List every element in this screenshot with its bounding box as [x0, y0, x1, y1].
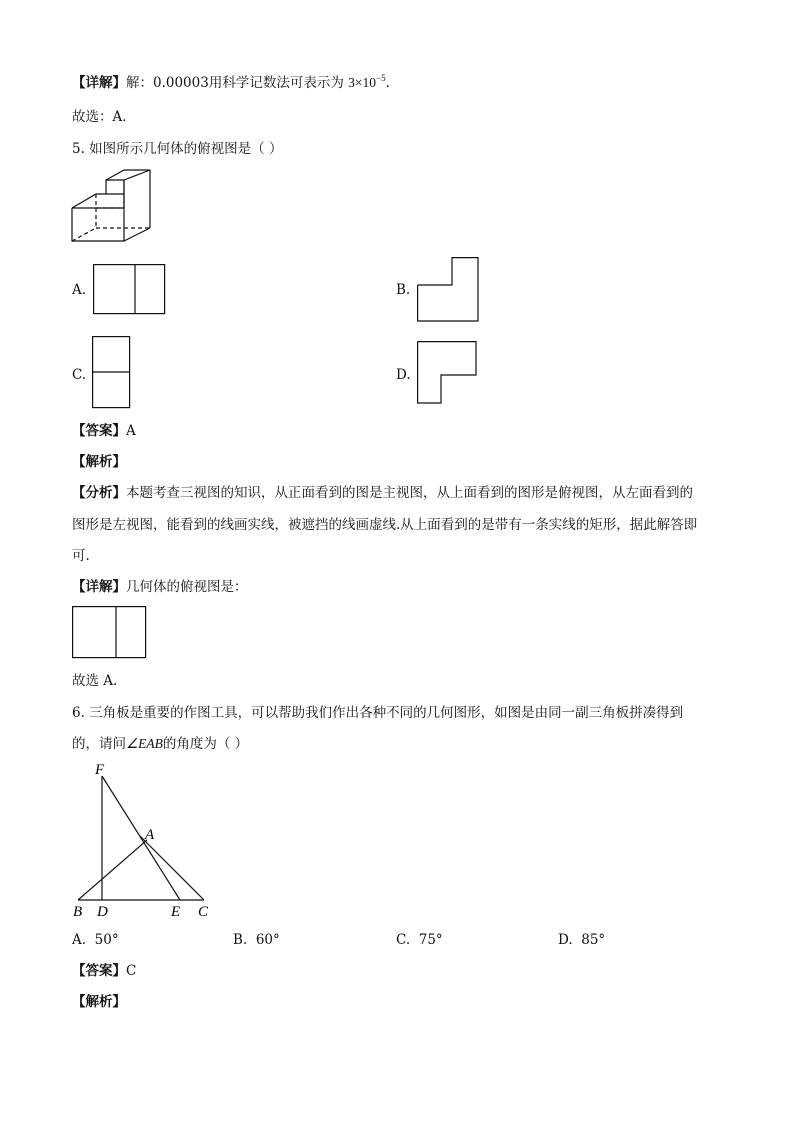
detail-tag: 【详解】	[72, 75, 126, 91]
point-d-label: D	[97, 904, 108, 920]
q5-analysis-tag: 【解析】	[72, 454, 126, 470]
q6-analysis-tag: 【解析】	[72, 994, 126, 1010]
q5-option-b-key: B.	[396, 282, 411, 298]
q5-option-d-shape	[417, 341, 479, 405]
q5-choose: 故选 A.	[72, 673, 118, 689]
point-f-label: F	[95, 762, 105, 778]
detail-text: 解：0.00003用科学记数法可表示为	[126, 75, 344, 91]
point-a-label: A	[145, 827, 155, 843]
q5-detail: 【详解】几何体的俯视图是：	[72, 579, 248, 595]
q6-option-c: C. 75°	[396, 932, 443, 948]
q5-stem: 5. 如图所示几何体的俯视图是（ ）	[72, 141, 283, 157]
q6-option-b: B. 60°	[233, 932, 280, 948]
q4-choose: 故选：A．	[72, 109, 136, 125]
q5-fenxi-line2: 图形是左视图，能看到的线画实线，被遮挡的线画虚线.从上面看到的是带有一条实线的矩形，据此解答即	[72, 517, 698, 533]
q5-option-d-key: D.	[396, 367, 411, 383]
q5-answer: 【答案】A	[72, 423, 136, 439]
q6-stem-line1: 6. 三角板是重要的作图工具，可以帮助我们作出各种不同的几何图形，如图是由同一副三角板拼凑得到	[72, 705, 684, 721]
q5-option-c-shape	[92, 336, 132, 410]
q6-option-d: D. 85°	[558, 932, 606, 948]
q5-answer-figure	[72, 606, 148, 660]
q5-option-a-key: A.	[72, 282, 87, 298]
q6-stem-line2: 的，请问∠EAB的角度为（ ）	[72, 736, 249, 752]
point-b-label: B	[73, 904, 83, 920]
point-c-label: C	[198, 904, 209, 920]
q5-fenxi-line3: 可.	[72, 548, 90, 564]
q6-option-a: A. 50°	[72, 932, 119, 948]
q5-option-c-key: C.	[72, 367, 87, 383]
sci-notation: $3\times 10^{-5}$	[348, 73, 386, 90]
q5-option-b-shape	[417, 257, 481, 323]
q4-detail-line: 【详解】解：0.00003用科学记数法可表示为 $3\times 10^{-5}$.	[72, 73, 390, 91]
point-e-label: E	[171, 904, 181, 920]
q5-fenxi-line1: 【分析】本题考查三视图的知识，从正面看到的图是主视图，从上面看到的图形是俯视图，从左面看到的	[72, 485, 693, 501]
q6-answer: 【答案】C	[72, 963, 137, 979]
q5-option-a-shape	[93, 264, 167, 316]
angle-label: ∠EAB	[126, 736, 163, 751]
